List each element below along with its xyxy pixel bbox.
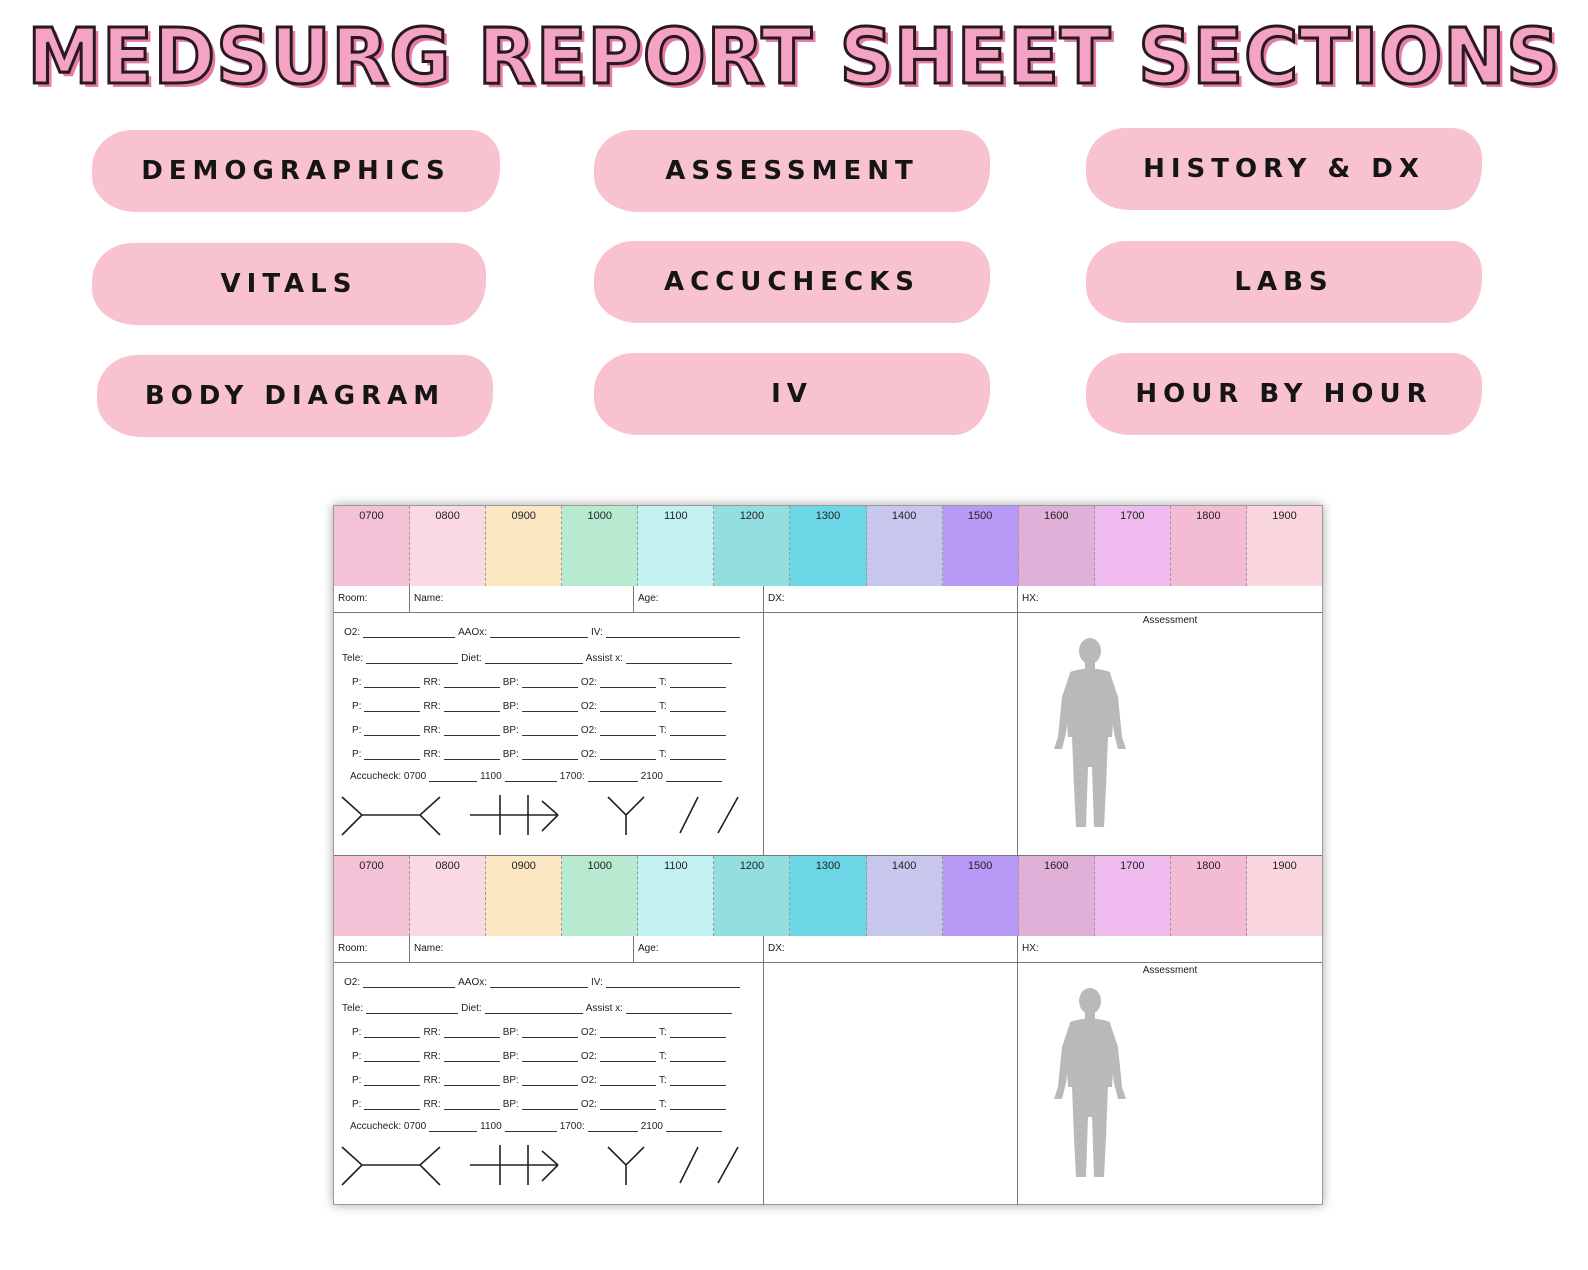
- room-field: Room:: [334, 586, 410, 613]
- hour-cell: 1000: [562, 506, 638, 586]
- hour-cell: 1500: [943, 506, 1019, 586]
- vitals-row: P: RR: BP: O2: T:: [352, 1075, 729, 1086]
- assessment-label: Assessment: [1142, 615, 1198, 626]
- vitals-area: [334, 613, 764, 855]
- age-field: Age:: [634, 586, 764, 613]
- hour-cell: 1600: [1019, 856, 1095, 936]
- hour-cell: 1200: [714, 856, 790, 936]
- section-hour-by-hour: HOUR BY HOUR: [1086, 353, 1482, 435]
- hour-cell: 1200: [714, 506, 790, 586]
- body-diagram-icon: [1034, 637, 1306, 837]
- section-accuchecks: ACCUCHECKS: [594, 241, 990, 323]
- hour-cell: 1100: [638, 506, 714, 586]
- dx-field: DX:: [764, 936, 1018, 963]
- lab-fishbone-icons: [340, 1143, 750, 1193]
- vitals-row: P: RR: BP: O2: T:: [352, 749, 729, 760]
- vitals-area: [334, 963, 764, 1205]
- o2-row: O2: AAOx: IV:: [344, 977, 743, 988]
- name-field: Name:: [410, 586, 634, 613]
- hour-cell: 1100: [638, 856, 714, 936]
- hour-cell: 1400: [867, 856, 943, 936]
- patient-block: [334, 506, 1322, 855]
- vitals-row: P: RR: BP: O2: T:: [352, 1099, 729, 1110]
- section-assessment: ASSESSMENT: [594, 130, 990, 212]
- hour-cell: 1000: [562, 856, 638, 936]
- section-labs: LABS: [1086, 241, 1482, 323]
- hour-cell: 1800: [1171, 506, 1247, 586]
- hx-field: HX:: [1022, 943, 1039, 954]
- dx-notes-area: [764, 613, 1018, 855]
- hour-cell: 0900: [486, 856, 562, 936]
- hour-cell: 0900: [486, 506, 562, 586]
- info-row: [334, 586, 1322, 613]
- assessment-label: Assessment: [1142, 965, 1198, 976]
- section-iv: IV: [594, 353, 990, 435]
- hour-cell: 1300: [790, 506, 866, 586]
- hour-cell: 1700: [1095, 506, 1171, 586]
- name-field: Name:: [410, 936, 634, 963]
- vitals-row: P: RR: BP: O2: T:: [352, 677, 729, 688]
- body-diagram-icon: [1034, 987, 1306, 1187]
- patient-block: [334, 855, 1322, 1204]
- dx-notes-area: [764, 963, 1018, 1205]
- hour-cell: 0700: [334, 506, 410, 586]
- o2-row: O2: AAOx: IV:: [344, 627, 743, 638]
- hx-field: HX:: [1022, 593, 1039, 604]
- dx-field: DX:: [764, 586, 1018, 613]
- info-row: [334, 936, 1322, 963]
- hour-cell: 1300: [790, 856, 866, 936]
- tele-row: Tele: Diet: Assist x:: [342, 1003, 735, 1014]
- section-vitals: VITALS: [92, 243, 486, 325]
- assessment-area: [1018, 963, 1322, 1205]
- vitals-row: P: RR: BP: O2: T:: [352, 725, 729, 736]
- vitals-row: P: RR: BP: O2: T:: [352, 1027, 729, 1038]
- hour-cell: 0800: [410, 856, 486, 936]
- page-title: MEDSURG REPORT SHEET SECTIONS: [27, 12, 1561, 102]
- assessment-area: [1018, 613, 1322, 855]
- age-field: Age:: [634, 936, 764, 963]
- section-history-dx: HISTORY & DX: [1086, 128, 1482, 210]
- hour-cell: 1400: [867, 506, 943, 586]
- report-sheet-preview: [333, 505, 1323, 1205]
- vitals-row: P: RR: BP: O2: T:: [352, 1051, 729, 1062]
- accucheck-row: Accucheck: 0700 1100 1700: 2100: [350, 1121, 725, 1132]
- tele-row: Tele: Diet: Assist x:: [342, 653, 735, 664]
- hour-cell: 1600: [1019, 506, 1095, 586]
- accucheck-row: Accucheck: 0700 1100 1700: 2100: [350, 771, 725, 782]
- hour-cell: 1500: [943, 856, 1019, 936]
- section-body-diagram: BODY DIAGRAM: [97, 355, 493, 437]
- lab-fishbone-icons: [340, 793, 750, 843]
- hour-cell: 1700: [1095, 856, 1171, 936]
- hour-cell: 0700: [334, 856, 410, 936]
- hour-cell: 1900: [1247, 506, 1322, 586]
- hour-cell: 1800: [1171, 856, 1247, 936]
- hour-cell: 1900: [1247, 856, 1322, 936]
- room-field: Room:: [334, 936, 410, 963]
- section-demographics: DEMOGRAPHICS: [92, 130, 500, 212]
- hour-strip: [334, 506, 1322, 586]
- vitals-row: P: RR: BP: O2: T:: [352, 701, 729, 712]
- hour-cell: 0800: [410, 506, 486, 586]
- hour-strip: [334, 856, 1322, 936]
